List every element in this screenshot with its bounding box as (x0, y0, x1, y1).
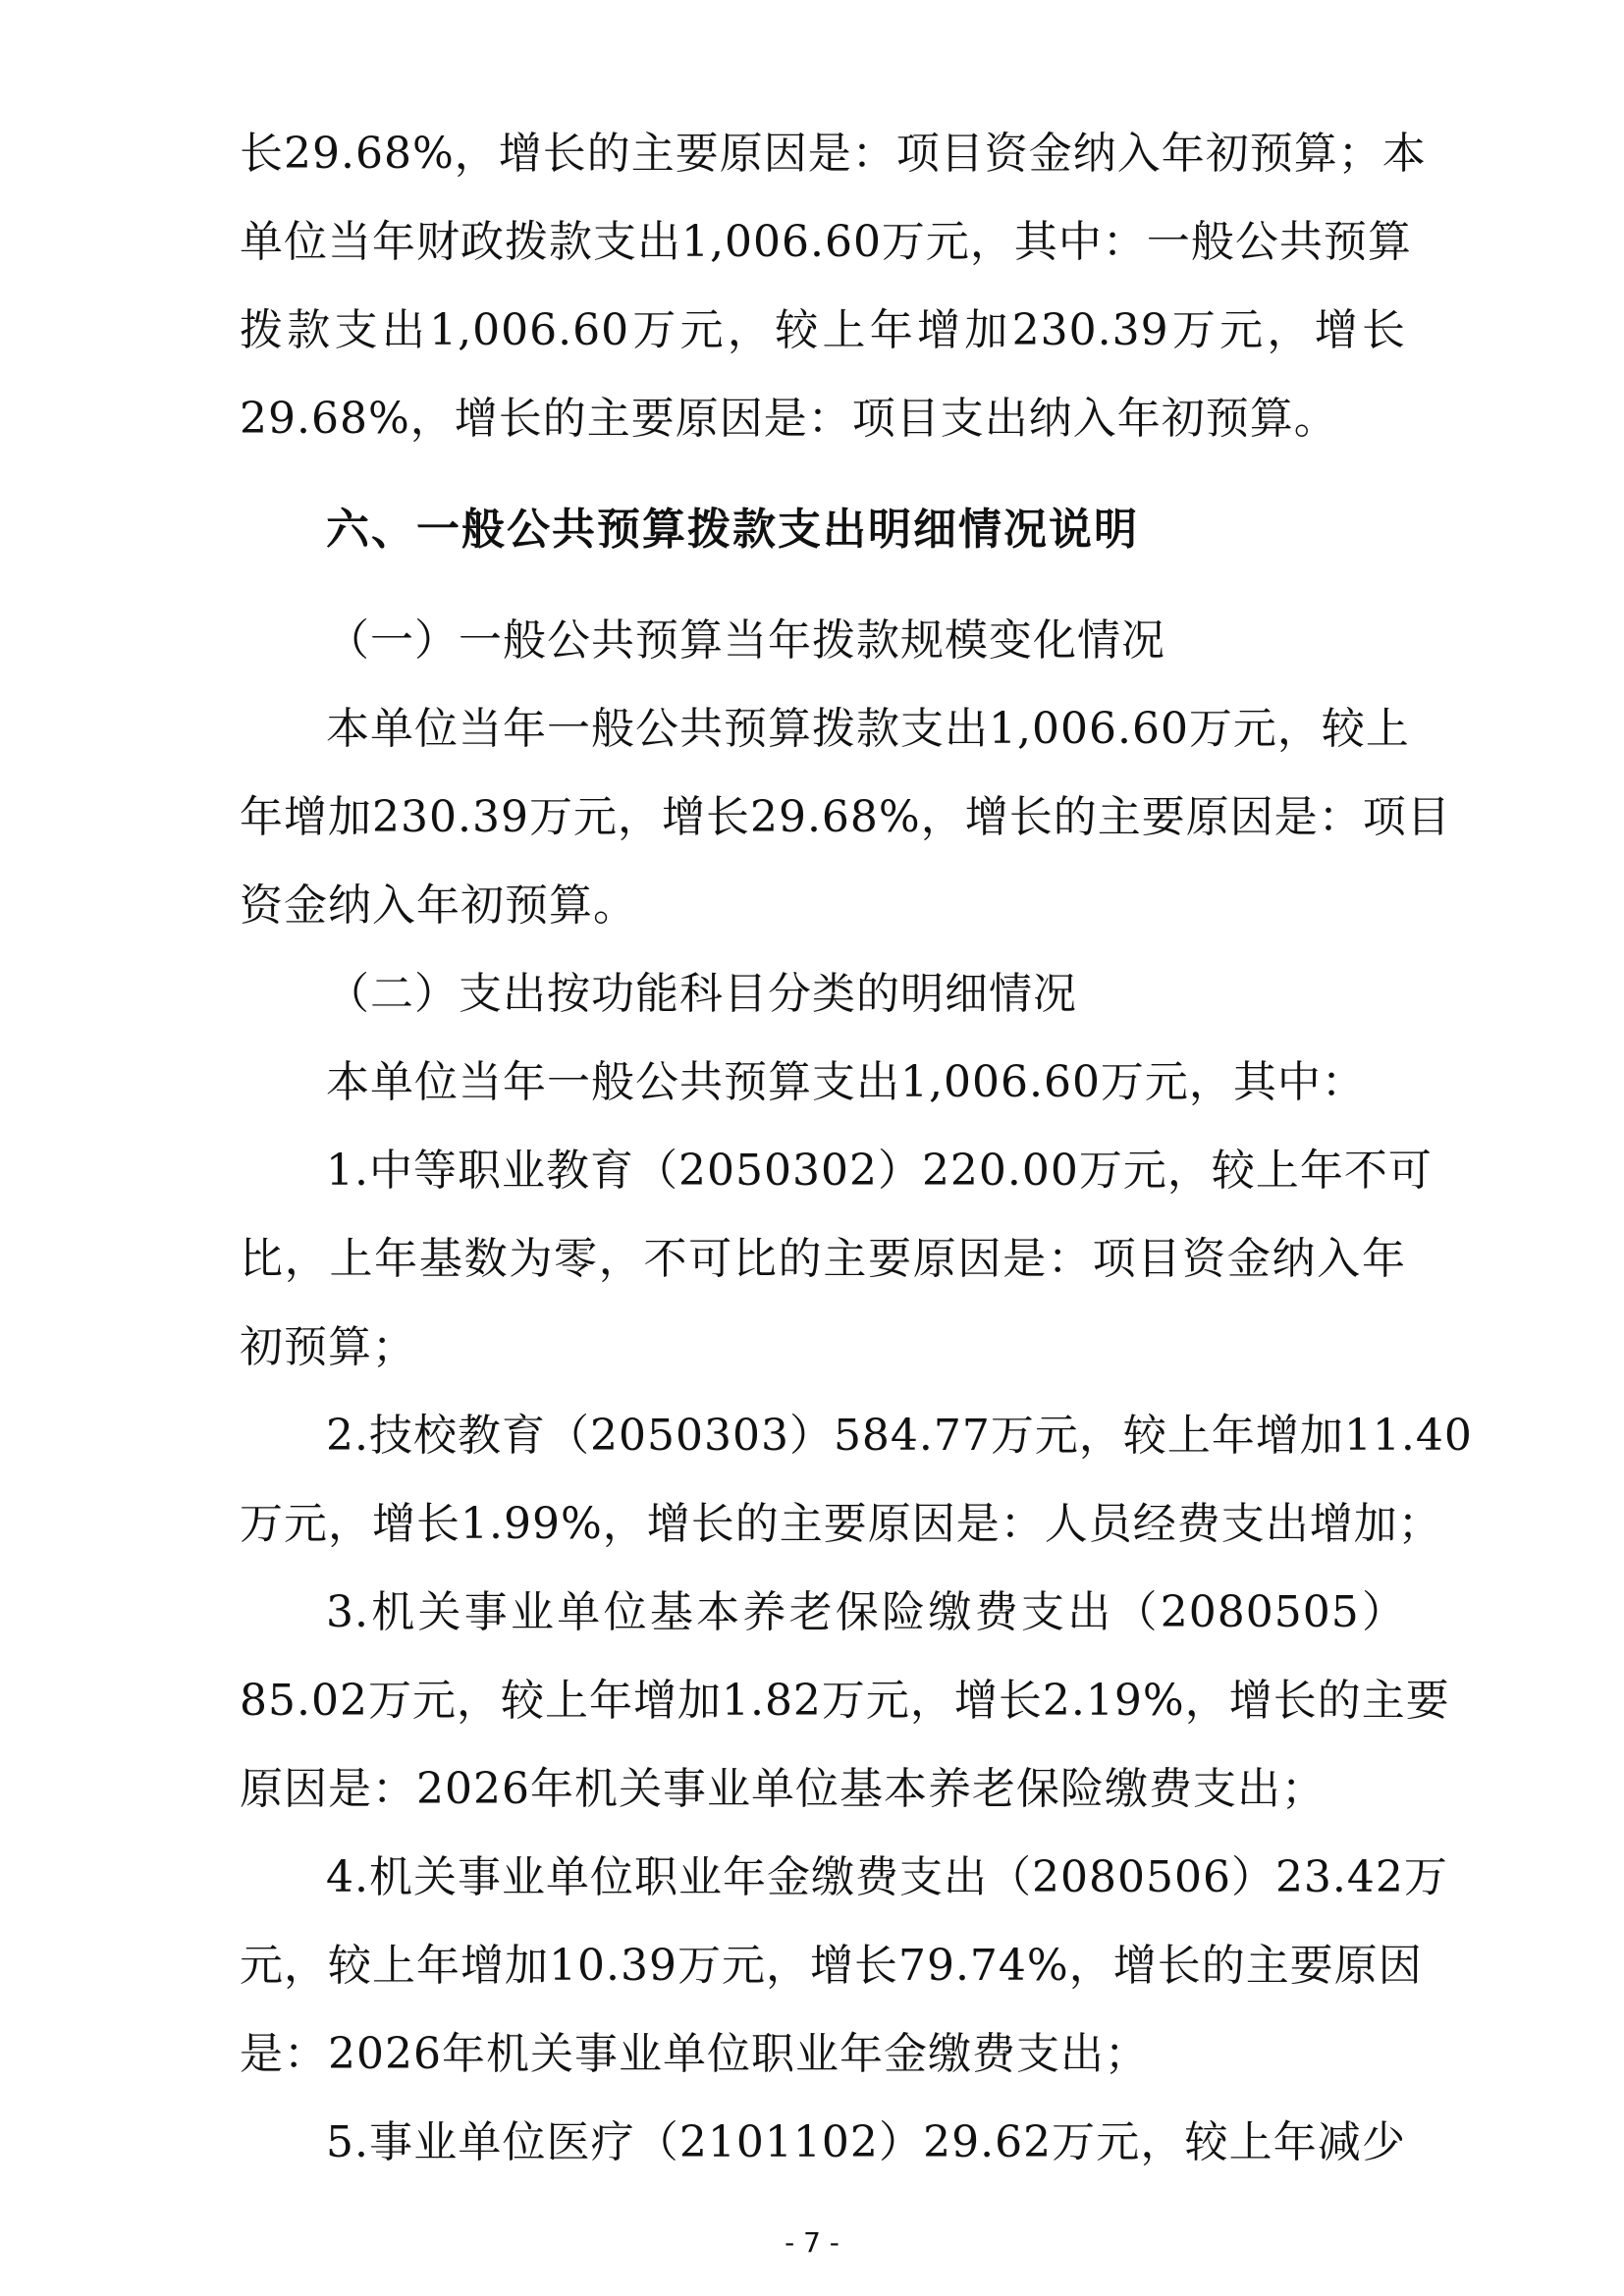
list-item-line: 2.技校教育（2050303）584.77万元，较上年增加11.40 (326, 1411, 1473, 1461)
paragraph-line: 资金纳入年初预算。 (240, 881, 637, 931)
subsection-heading: （一）一般公共预算当年拨款规模变化情况 (326, 615, 1165, 666)
list-item-line: 初预算； (240, 1322, 416, 1372)
list-item-line: 3.机关事业单位基本养老保险缴费支出（2080505） (326, 1587, 1406, 1637)
list-item-line: 85.02万元，较上年增加1.82万元，增长2.19%，增长的主要 (240, 1676, 1450, 1726)
list-item-line: 5.事业单位医疗（2101102）29.62万元，较上年减少 (326, 2117, 1406, 2167)
list-item-line: 原因是：2026年机关事业单位基本养老保险缴费支出； (240, 1764, 1326, 1814)
list-item-line: 1.中等职业教育（2050302）220.00万元，较上年不可 (326, 1146, 1433, 1196)
subsection-heading: （二）支出按功能科目分类的明细情况 (326, 969, 1077, 1019)
list-item-line: 是：2026年机关事业单位职业年金缴费支出； (240, 2029, 1149, 2079)
paragraph-line: 本单位当年一般公共预算支出1,006.60万元，其中： (326, 1057, 1366, 1107)
paragraph-line: 长29.68%，增长的主要原因是：项目资金纳入年初预算；本 (240, 129, 1427, 179)
paragraph-line: 单位当年财政拨款支出1,006.60万元，其中：一般公共预算 (240, 217, 1412, 267)
paragraph-line: 年增加230.39万元，增长29.68%，增长的主要原因是：项目 (240, 792, 1451, 842)
paragraph-line: 拨款支出1,006.60万元，较上年增加230.39万元，增长 (240, 305, 1406, 355)
list-item-line: 4.机关事业单位职业年金缴费支出（2080506）23.42万 (326, 1852, 1448, 1902)
page-number: - 7 - (785, 2226, 839, 2259)
list-item-line: 万元，增长1.99%，增长的主要原因是：人员经费支出增加； (240, 1499, 1442, 1549)
paragraph-line: 本单位当年一般公共预算拨款支出1,006.60万元，较上 (326, 704, 1410, 754)
list-item-line: 元，较上年增加10.39万元，增长79.74%，增长的主要原因 (240, 1941, 1423, 1991)
paragraph-line: 29.68%，增长的主要原因是：项目支出纳入年初预算。 (240, 394, 1338, 444)
list-item-line: 比，上年基数为零，不可比的主要原因是：项目资金纳入年 (240, 1234, 1406, 1284)
section-heading: 六、一般公共预算拨款支出明细情况说明 (326, 505, 1139, 555)
